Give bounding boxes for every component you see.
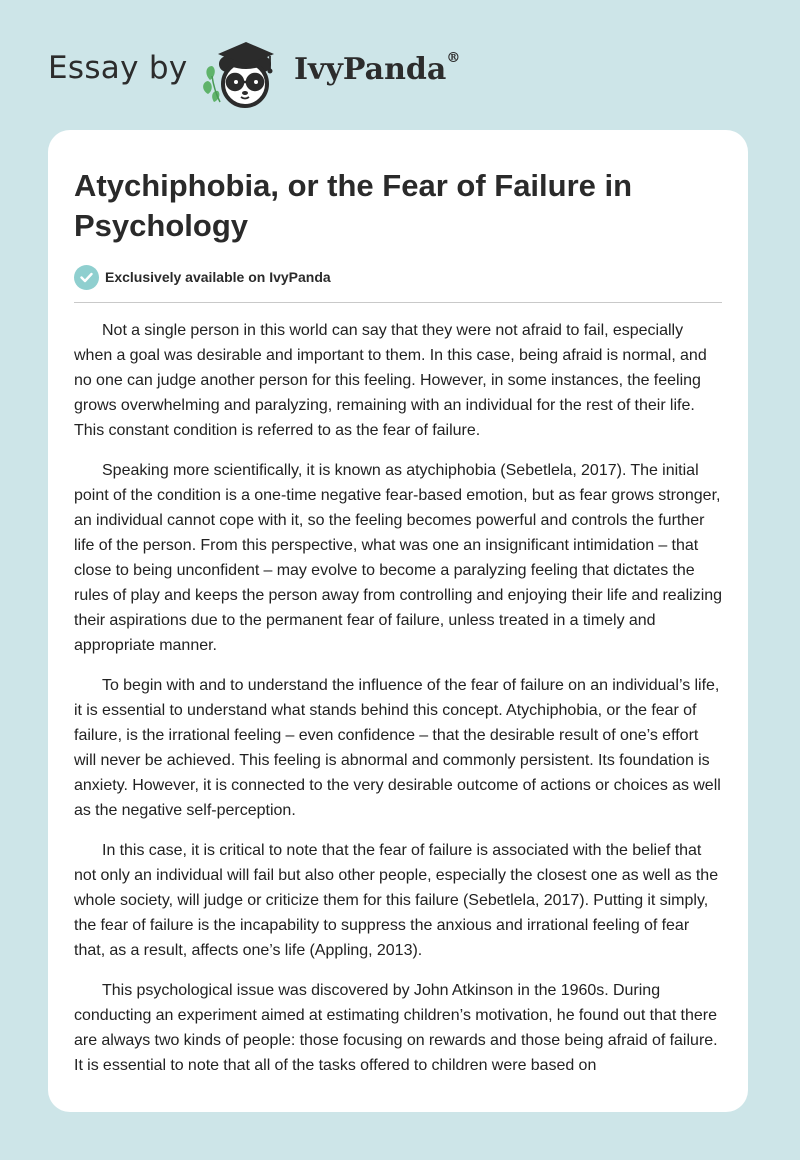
paragraph: In this case, it is critical to note that the fear of failure is associated with the belief that not only an individual will fail but also other people, especially the closest one as well as the whole society, will judge or criticize them for this failure (Sebetlela, 2017). Putting it simply, the fear of failure is the incapability to suppress the anxious and irrational feeling of fear that, as a result, affects one’s life (Appling, 2013).	[74, 842, 719, 959]
essay-by-label: Essay by	[48, 50, 188, 86]
paragraph: To begin with and to understand the influence of the fear of failure on an individual’s life, it is essential to understand what stands behind this concept. Atychiphobia, or the fear of failure, is the irrational feeling – even confidence – that the desirable result of one’s effort will never be achieved. This feeling is abnormal and commonly persistent. Its foundation is anxiety. However, it is connected to the very desirable outcome of actions or choices as well as the negative self-perception.	[74, 677, 721, 819]
essay-card	[48, 130, 748, 1112]
exclusive-badge	[74, 264, 331, 290]
panda-graduate-icon[interactable]	[200, 36, 292, 110]
site-header	[0, 0, 800, 130]
divider	[74, 302, 722, 303]
check-icon	[74, 265, 99, 290]
exclusive-label: Exclusively available on IvyPanda	[105, 269, 331, 285]
paragraph: Not a single person in this world can say that they were not afraid to fail, especially when a goal was desirable and important to them. In this case, being afraid is normal, and no one can judge another person for this feeling. However, in some instances, the feeling grows overwhelming and paralyzing, remaining with an individual for the rest of their life. This constant condition is referred to as the fear of failure.	[74, 322, 707, 439]
registered-mark: ®	[446, 50, 461, 66]
paragraph: This psychological issue was discovered by John Atkinson in the 1960s. During conducting an experiment aimed at estimating children’s motivation, he found out that there are always two kinds of people: those focusing on rewards and those being afraid of failure. It is essential to note that all of the tasks offered to children were based on	[74, 982, 718, 1074]
essay-body	[74, 318, 724, 1093]
brand-name[interactable]	[294, 52, 460, 87]
page-title: Atychiphobia, or the Fear of Failure in Psychology	[74, 168, 633, 243]
paragraph: Speaking more scientifically, it is known as atychiphobia (Sebetlela, 2017). The initial point of the condition is a one-time negative fear-based emotion, but as fear grows stronger, an individual cannot cope with it, so the feeling becomes powerful and controls the further life of the person. From this perspective, what was one an insignificant intimidation – that close to being unconfident – may evolve to become a paralyzing feeling that dictates the rules of play and keeps the person away from controlling and enjoying their life and realizing their aspirations due to the permanent fear of failure, unless treated in a timely and appropriate manner.	[74, 462, 723, 654]
brand-text: IvyPanda	[294, 52, 447, 87]
